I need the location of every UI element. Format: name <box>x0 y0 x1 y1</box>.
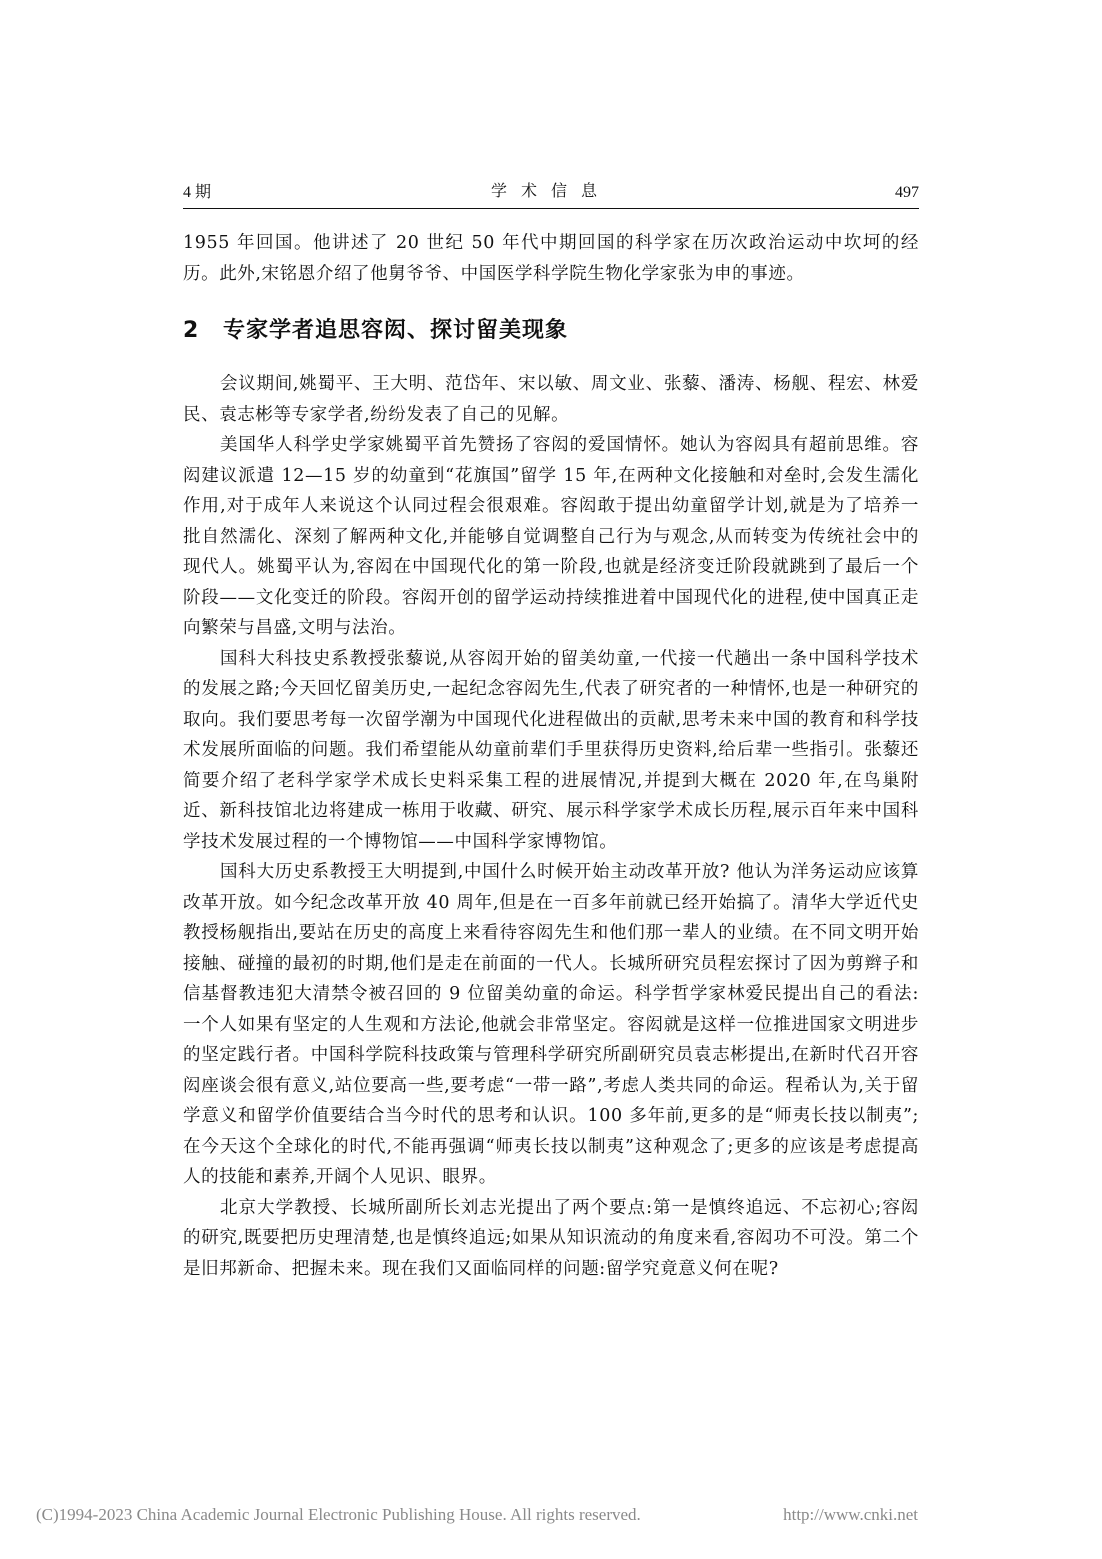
journal-section-title: 学术信息 <box>490 183 611 200</box>
footer-url[interactable]: http://www.cnki.net <box>783 1505 918 1524</box>
section-number: 2 <box>183 318 200 343</box>
continued-paragraph: 1955 年回国。他讲述了 20 世纪 50 年代中期回国的科学家在历次政治运动中坎坷的经历。此外,宋铭恩介绍了他舅爷爷、中国医学科学院生物化学家张为申的事迹。 <box>183 233 919 284</box>
paragraph-2: 美国华人科学史学家姚蜀平首先赞扬了容闳的爱国情怀。她认为容闳具有超前思维。容闳建议派遣 12—15 岁的幼童到“花旗国”留学 15 年,在两种文化接触和对垒时,会发生濡化作用,对于成年人来说这个认同过程会很艰难。容闳敢于提出幼童留学计划,就是为了培养一批自然濡化、深刻了解两种文化,并能够自觉调整自己行为与观念,从而转变为传统社会中的现代人。姚蜀平认为,容闳在中国现代化的第一阶段,也就是经济变迁阶段就跳到了最后一个阶段——文化变迁的阶段。容闳开创的留学运动持续推进着中国现代化的进程,使中国真正走向繁荣与昌盛,文明与法治。 <box>183 435 919 638</box>
issue-label: 4 期 <box>183 184 212 201</box>
page-number: 497 <box>895 184 919 201</box>
copyright-notice: (C)1994-2023 China Academic Journal Electronic Publishing House. All rights reserved. <box>36 1505 641 1524</box>
paragraph-1: 会议期间,姚蜀平、王大明、范岱年、宋以敏、周文业、张藜、潘涛、杨舰、程宏、林爱民、袁志彬等专家学者,纷纷发表了自己的见解。 <box>183 374 919 425</box>
paragraph-5: 北京大学教授、长城所副所长刘志光提出了两个要点:第一是慎终追远、不忘初心;容闳的研究,既要把历史理清楚,也是慎终追远;如果从知识流动的角度来看,容闳功不可没。第二个是旧邦新命、把握未来。现在我们又面临同样的问题:留学究竟意义何在呢? <box>183 1197 919 1279</box>
section-title: 专家学者追思容闳、探讨留美现象 <box>223 318 569 343</box>
section-heading <box>183 313 919 349</box>
paragraph-3: 国科大科技史系教授张藜说,从容闳开始的留美幼童,一代接一代趟出一条中国科学技术的发展之路;今天回忆留美历史,一起纪念容闳先生,代表了研究者的一种情怀,也是一种研究的取向。我们要思考每一次留学潮为中国现代化进程做出的贡献,思考未来中国的教育和科学技术发展所面临的问题。我们希望能从幼童前辈们手里获得历史资料,给后辈一些指引。张藜还简要介绍了老科学家学术成长史料采集工程的进展情况,并提到大概在 2020 年,在鸟巢附近、新科技馆北边将建成一栋用于收藏、研究、展示科学家学术成长历程,展示百年来中国科学技术发展过程的一个博物馆——中国科学家博物馆。 <box>183 648 919 852</box>
article-body <box>183 228 919 1284</box>
paragraph-4: 国科大历史系教授王大明提到,中国什么时候开始主动改革开放? 他认为洋务运动应该算改革开放。如今纪念改革开放 40 周年,但是在一百多年前就已经开始搞了。清华大学近代史教授杨舰指出,要站在历史的高度上来看待容闳先生和他们那一辈人的业绩。在不同文明开始接触、碰撞的最初的时期,他们是走在前面的一代人。长城所研究员程宏探讨了因为剪辫子和信基督教违犯大清禁令被召回的 9 位留美幼童的命运。科学哲学家林爱民提出自己的看法:一个人如果有坚定的人生观和方法论,他就会非常坚定。容闳就是这样一位推进国家文明进步的坚定践行者。中国科学院科技政策与管理科学研究所副研究员袁志彬提出,在新时代召开容闳座谈会很有意义,站位要高一些,要考虑“一带一路”,考虑人类共同的命运。程希认为,关于留学意义和留学价值要结合当今时代的思考和认识。100 多年前,更多的是“师夷长技以制夷”;在今天这个全球化的时代,不能再强调“师夷长技以制夷”这种观念了;更多的应该是考虑提高人的技能和素养,开阔个人见识、眼界。 <box>183 862 919 1187</box>
running-header <box>183 180 919 206</box>
header-divider <box>183 208 919 209</box>
